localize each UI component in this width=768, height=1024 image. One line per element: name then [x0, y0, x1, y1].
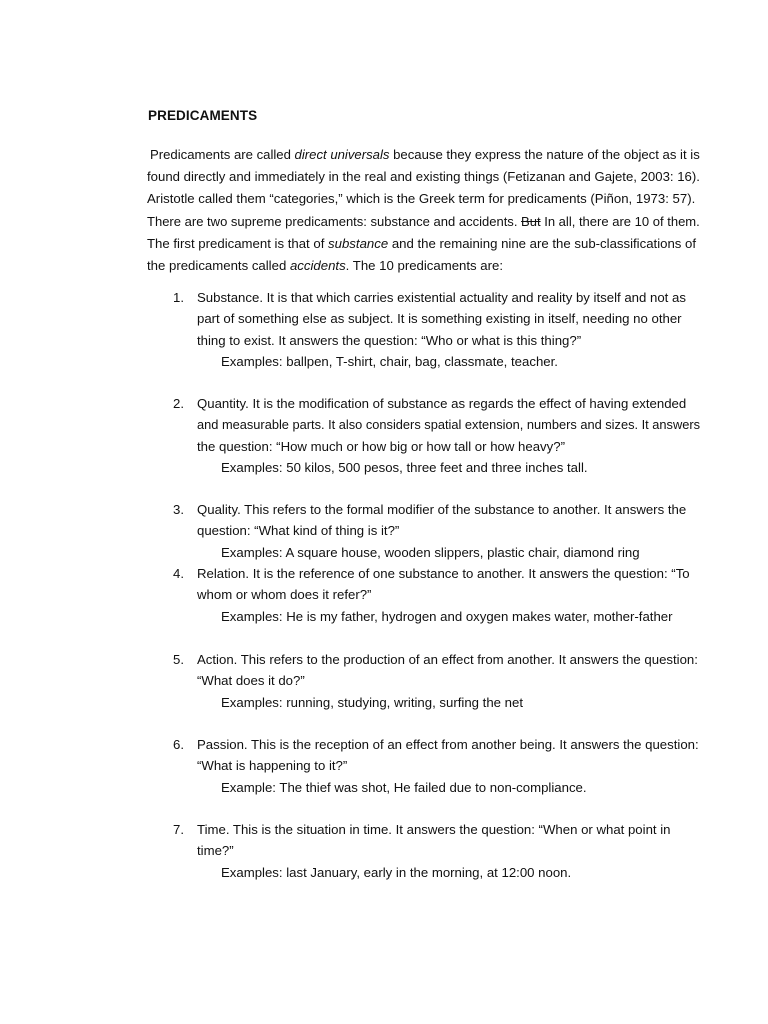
intro-line-1 [147, 144, 700, 166]
intro-text: . The 10 predicaments are: [345, 258, 504, 274]
intro-emphasis: direct universals [294, 147, 390, 162]
list-number: 6. [173, 737, 184, 752]
list-item-text: time?” [197, 843, 234, 859]
list-item-text: Action. This refers to the production of an effect from another. It answers the question: [197, 652, 698, 667]
intro-text: Predicaments are called [149, 147, 295, 162]
intro-text: because they express the nature of the object as it is [389, 147, 700, 162]
list-item-substance [173, 287, 686, 372]
list-item-time [173, 819, 683, 883]
list-item-text: Relation. It is the reference of one substance to another. It answers the question: “To [197, 566, 690, 581]
strikethrough-text: But [521, 213, 541, 229]
list-item-text: Time. This is the situation in time. It answers the question: “When or what point in [197, 822, 671, 837]
list-item-example: Examples: last January, early in the morning, at 12:00 noon. [221, 864, 572, 880]
list-number: 2. [173, 396, 184, 411]
list-item-example: Examples: ballpen, T-shirt, chair, bag, classmate, teacher. [221, 353, 558, 369]
intro-line-2: found directly and immediately in the real and existing things (Fetizanan and Gajete, 2003: 16). [147, 169, 700, 185]
list-item-text: Quantity. It is the modification of substance as regards the effect of having extended [197, 396, 687, 411]
list-number: 7. [173, 822, 184, 837]
list-item-text: Passion. This is the reception of an effect from another being. It answers the question: [197, 737, 699, 752]
intro-line-5 [147, 233, 696, 255]
intro-paragraph [147, 144, 700, 277]
list-item-text: part of something else as subject. It is something existing in itself, needing no other [197, 311, 682, 327]
list-item-text: and measurable parts. It also considers spatial extension, numbers and sizes. It answers [197, 417, 701, 433]
intro-emphasis: substance [328, 235, 389, 251]
list-number: 3. [173, 502, 184, 517]
list-item-example: Examples: 50 kilos, 500 pesos, three feet and three inches tall. [221, 459, 588, 475]
list-number: 5. [173, 652, 184, 667]
list-item-example: Examples: running, studying, writing, surfing the net [221, 694, 524, 710]
list-number: 4. [173, 566, 184, 581]
intro-text: and the remaining nine are the sub-classifications of [388, 235, 697, 251]
list-item-text: “What is happening to it?” [197, 758, 348, 774]
list-item-text: the question: “How much or how big or how tall or how heavy?” [197, 438, 565, 454]
list-item-quantity [173, 393, 701, 478]
intro-text: In all, there are 10 of them. [540, 213, 700, 229]
intro-text: The first predicament is that of [147, 235, 329, 251]
intro-line-4 [147, 211, 700, 233]
list-item-text: whom or whom does it refer?” [197, 587, 372, 603]
list-item-action [173, 649, 698, 713]
list-item-example: Examples: A square house, wooden slippers, plastic chair, diamond ring [221, 544, 640, 560]
list-item-text: Quality. This refers to the formal modifier of the substance to another. It answers the [197, 502, 687, 517]
list-item-passion [173, 734, 699, 798]
list-item-example: Example: The thief was shot, He failed due to non-compliance. [221, 779, 587, 795]
document-title: PREDICAMENTS [148, 108, 258, 123]
intro-text: the predicaments called [147, 258, 290, 274]
list-number: 1. [173, 290, 184, 305]
list-item-text: question: “What kind of thing is it?” [197, 523, 400, 539]
list-item-text: thing to exist. It answers the question: “Who or what is this thing?” [197, 332, 582, 348]
intro-line-3: Aristotle called them “categories,” which is the Greek term for predicaments (Piñon, 1973: 57). [147, 191, 696, 207]
list-item-example: Examples: He is my father, hydrogen and oxygen makes water, mother-father [221, 608, 673, 624]
intro-line-6 [147, 255, 503, 277]
list-item-relation [173, 563, 690, 627]
intro-emphasis: accidents [289, 258, 346, 274]
list-item-quality [173, 499, 687, 563]
intro-text: There are two supreme predicaments: substance and accidents. [147, 213, 522, 229]
list-item-text: “What does it do?” [197, 673, 305, 689]
list-item-text: Substance. It is that which carries existential actuality and reality by itself and not as [197, 290, 686, 305]
